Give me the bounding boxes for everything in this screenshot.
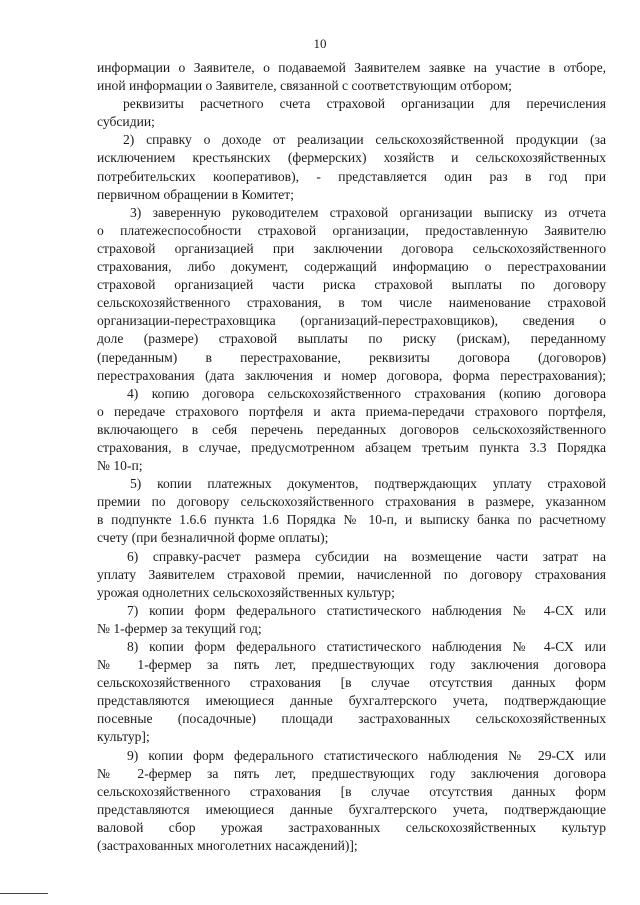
text-line: № 10-п;: [97, 458, 143, 474]
text-line: сельскохозяйственного страхования [в случае отсутствия данных форм: [97, 675, 606, 691]
text-line: 2) справку о доходе от реализации сельскохозяйственной продукции (за: [123, 132, 606, 148]
text-line: представляются имеющиеся данные бухгалтерского учета, подтверждающие: [97, 693, 606, 709]
page-number: 10: [313, 36, 327, 51]
footer-divider: [0, 893, 48, 894]
text-line: валовой сбор урожая застрахованных сельскохозяйственных культур: [97, 819, 606, 835]
text-line: посевные (посадочные) площади застрахованных сельскохозяйственных: [97, 711, 606, 727]
text-line: о платежеспособности страховой организации, предоставленную Заявителю: [97, 222, 606, 238]
text-line: страхования, либо документ, содержащий информацию о перестраховании: [97, 259, 606, 275]
text-line: иной информации о Заявителе, связанной с соответствующим отбором;: [97, 78, 512, 94]
text-line: представляются имеющиеся данные бухгалтерского учета, подтверждающие: [97, 801, 606, 817]
text-line: культур];: [97, 729, 150, 745]
text-line: № 2-фермер за пять лет, предшествующих году заключения договора: [97, 765, 606, 781]
text-line: первичном обращении в Комитет;: [97, 186, 295, 202]
text-line: о передаче страхового портфеля и акта приема-передачи страхового портфеля,: [97, 403, 606, 419]
text-line: (переданным) в перестрахование, реквизиты договора (договоров): [97, 349, 606, 365]
text-line: 5) копии платежных документов, подтверждающих уплату страховой: [130, 476, 606, 492]
text-line: доле (размере) страховой выплаты по риску (рискам), переданному: [97, 331, 606, 347]
text-line: реквизиты расчетного счета страховой организации для перечисления: [123, 96, 606, 112]
text-line: страхования, в случае, предусмотренном абзацем третьим пункта 3.3 Порядка: [97, 439, 606, 455]
text-line: счету (при безналичной форме оплаты);: [97, 530, 329, 546]
text-line: 7) копии форм федерального статистического наблюдения № 4-СХ или: [127, 602, 606, 618]
text-line: включающего в себя перечень переданных договоров сельскохозяйственного: [97, 421, 606, 437]
text-line: урожая однолетних сельскохозяйственных культур;: [97, 584, 395, 600]
text-line: сельскохозяйственного страхования, в том числе наименование страховой: [97, 295, 606, 311]
text-line: 4) копию договора сельскохозяйственного страхования (копию договора: [127, 385, 606, 401]
text-line: субсидии;: [97, 114, 155, 130]
text-line: страховой организацией части риска страховой выплаты по договору: [97, 277, 606, 293]
text-line: (застрахованных многолетних насаждений)];: [97, 838, 358, 854]
text-line: № 1-фермер за пять лет, предшествующих году заключения договора: [97, 657, 606, 673]
text-line: премии по договору сельскохозяйственного страхования в размере, указанном: [97, 494, 606, 510]
text-line: № 1-фермер за текущий год;: [97, 620, 262, 636]
text-line: 3) заверенную руководителем страховой организации выписку из отчета: [130, 204, 606, 220]
text-line: информации о Заявителе, о подаваемой Заявителем заявке на участие в отборе,: [97, 60, 606, 75]
text-line: потребительских кооперативов), - представляется один раз в год при: [97, 168, 606, 184]
text-line: исключением крестьянских (фермерских) хозяйств и сельскохозяйственных: [97, 150, 606, 166]
text-line: страховой организацией при заключении договора сельскохозяйственного: [97, 240, 606, 256]
text-line: уплату Заявителем страховой премии, начисленной по договору страхования: [97, 566, 606, 582]
text-line: сельскохозяйственного страхования [в случае отсутствия данных форм: [97, 783, 606, 799]
text-line: перестрахования (дата заключения и номер договора, форма перестрахования);: [97, 367, 606, 383]
text-line: 6) справку-расчет размера субсидии на возмещение части затрат на: [127, 548, 606, 564]
text-line: в подпункте 1.6.6 пункта 1.6 Порядка № 10-п, и выписку банка по расчетному: [97, 512, 606, 528]
text-line: 8) копии форм федерального статистического наблюдения № 4-СХ или: [127, 639, 606, 654]
document-body: [97, 59, 606, 855]
text-line: организации-перестраховщика (организаций-перестраховщиков), сведения о: [97, 313, 606, 329]
text-line: 9) копии форм федерального статистического наблюдения № 29-СХ или: [127, 747, 606, 763]
